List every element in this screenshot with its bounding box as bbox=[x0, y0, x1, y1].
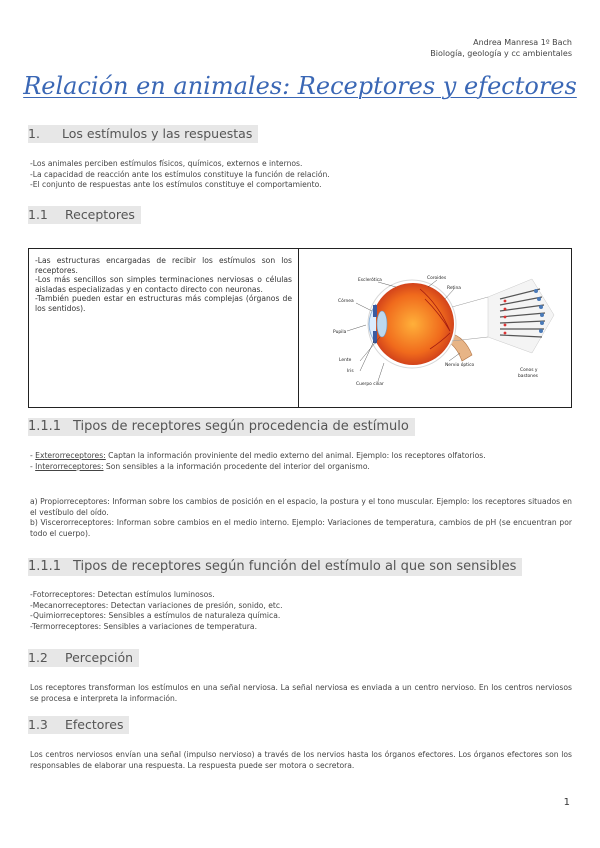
label-iris: Iris bbox=[347, 369, 354, 374]
iris-top bbox=[373, 305, 377, 317]
section-number: 1.2 bbox=[28, 650, 48, 665]
section-title: Percepción bbox=[65, 650, 134, 665]
text-line: -También pueden estar en estructuras más complejas (órganos de los sentidos). bbox=[35, 294, 292, 313]
subject-line: Biología, geología y cc ambientales bbox=[430, 49, 572, 58]
text-line: -Los más sencillos son simples terminaciones nerviosas o células aisladas especializadas y en contacto directo con neuronas. bbox=[35, 275, 292, 294]
interoreceptors-item: - Interorreceptores: Son sensibles a la información procedente del interior del organismo. bbox=[30, 461, 370, 471]
exteroreceptors-text: Captan la información proviniente del medio externo del animal. Ejemplo: los receptores olfatorios. bbox=[105, 451, 486, 460]
receptor-origin-subtypes bbox=[30, 497, 572, 539]
section-number: 1.1 bbox=[28, 207, 48, 222]
interoreceptors-term: Interorreceptores: bbox=[35, 461, 104, 471]
exteroreceptors-item: - Exterorreceptores: Captan la información proviniente del medio externo del animal. Ejemplo: los receptores olfatorios. bbox=[30, 451, 486, 460]
lens-shape bbox=[377, 311, 387, 337]
section-number: 1.3 bbox=[28, 717, 48, 732]
label-sclera: Esclerótica bbox=[358, 278, 382, 283]
label-cornea: Córnea bbox=[338, 299, 354, 304]
section-title: Tipos de receptores según función del estímulo al que son sensibles bbox=[73, 559, 517, 574]
section-number: 1.1.1 bbox=[28, 559, 62, 574]
section-title: Receptores bbox=[65, 207, 135, 222]
page-number: 1 bbox=[563, 797, 570, 808]
visceroreceptors-item: b) Viscerorreceptores: Informan sobre cambios en el medio interno. Ejemplo: Variaciones de temperatura, cambios de pH (se encuentran por todo el cuerpo). bbox=[30, 518, 572, 538]
text-line: -El conjunto de respuestas ante los estímulos constituye el comportamiento. bbox=[30, 180, 322, 189]
exteroreceptors-term: Exterorreceptores: bbox=[35, 451, 106, 460]
page-title: Relación en animales: Receptores y efectores bbox=[23, 72, 577, 100]
eye-diagram bbox=[300, 249, 571, 407]
effectors-text: Los centros nerviosos envían una señal (impulso nervioso) a través de los nervios hasta los órganos efectores. Los órganos efectores son los responsables de elaborar una respuesta. La respuesta puede ser motora o secretora. bbox=[30, 750, 572, 770]
label-ciliary-body: Cuerpo ciliar bbox=[356, 382, 384, 387]
section-number: 1.1.1 bbox=[28, 419, 62, 434]
receptors-text-cell bbox=[29, 249, 299, 407]
section-title: Los estímulos y las respuestas bbox=[62, 126, 253, 141]
author-line: Andrea Manresa 1º Bach bbox=[473, 38, 572, 47]
cones-rods-detail bbox=[452, 279, 554, 353]
interoreceptors-text: Son sensibles a la información procedente del interior del organismo. bbox=[103, 461, 370, 471]
list-item: -Quimiorreceptores: Sensibles a estímulos de naturaleza química. bbox=[30, 611, 281, 620]
section-heading-1-1 bbox=[28, 206, 141, 224]
label-pupil: Pupila bbox=[333, 330, 347, 335]
section-heading-1-3 bbox=[28, 716, 129, 734]
section-1-body bbox=[30, 159, 572, 191]
label-retina: Retina bbox=[447, 286, 461, 291]
label-lens: Lente bbox=[339, 358, 352, 363]
label-cones: Conos y bbox=[520, 368, 538, 373]
label-optic-nerve: Nervio óptico bbox=[445, 363, 475, 368]
text-line: -Las estructuras encargadas de recibir los estímulos son los receptores. bbox=[35, 256, 292, 275]
section-title: Efectores bbox=[65, 717, 124, 732]
perception-text: Los receptores transforman los estímulos en una señal nerviosa. La señal nerviosa es enviada a un centro nervioso. En los centros nerviosos se procesa e interpreta la información. bbox=[30, 683, 572, 703]
section-title: Tipos de receptores según procedencia de estímulo bbox=[73, 419, 409, 434]
list-item: -Fotorreceptores: Detectan estímulos luminosos. bbox=[30, 590, 215, 599]
propioreceptors-item: a) Propiorreceptores: Informan sobre los cambios de posición en el espacio, la postura y el tono muscular. Ejemplo: los receptores situados en el vestíbulo del oído. bbox=[30, 497, 572, 517]
text-line: -Los animales perciben estímulos físicos, químicos, externos e internos. bbox=[30, 159, 303, 168]
section-heading-1-1-1-function bbox=[28, 558, 522, 576]
section-heading-1 bbox=[28, 125, 258, 143]
section-number: 1. bbox=[28, 126, 40, 141]
list-item: -Mecanorreceptores: Detectan variaciones de presión, sonido, etc. bbox=[30, 600, 283, 610]
receptors-table bbox=[28, 248, 572, 408]
label-choroid: Coroides bbox=[427, 276, 447, 281]
receptor-function-list bbox=[30, 590, 572, 632]
receptor-origin-list bbox=[30, 451, 572, 472]
section-heading-1-1-1-origin bbox=[28, 418, 415, 436]
document-header bbox=[430, 37, 572, 59]
eye-diagram-cell bbox=[300, 249, 571, 407]
label-rods: bastones bbox=[518, 374, 538, 379]
list-item: -Termorreceptores: Sensibles a variaciones de temperatura. bbox=[30, 621, 257, 631]
section-heading-1-2 bbox=[28, 649, 139, 667]
text-line: -La capacidad de reacción ante los estímulos constituye la función de relación. bbox=[30, 169, 330, 179]
